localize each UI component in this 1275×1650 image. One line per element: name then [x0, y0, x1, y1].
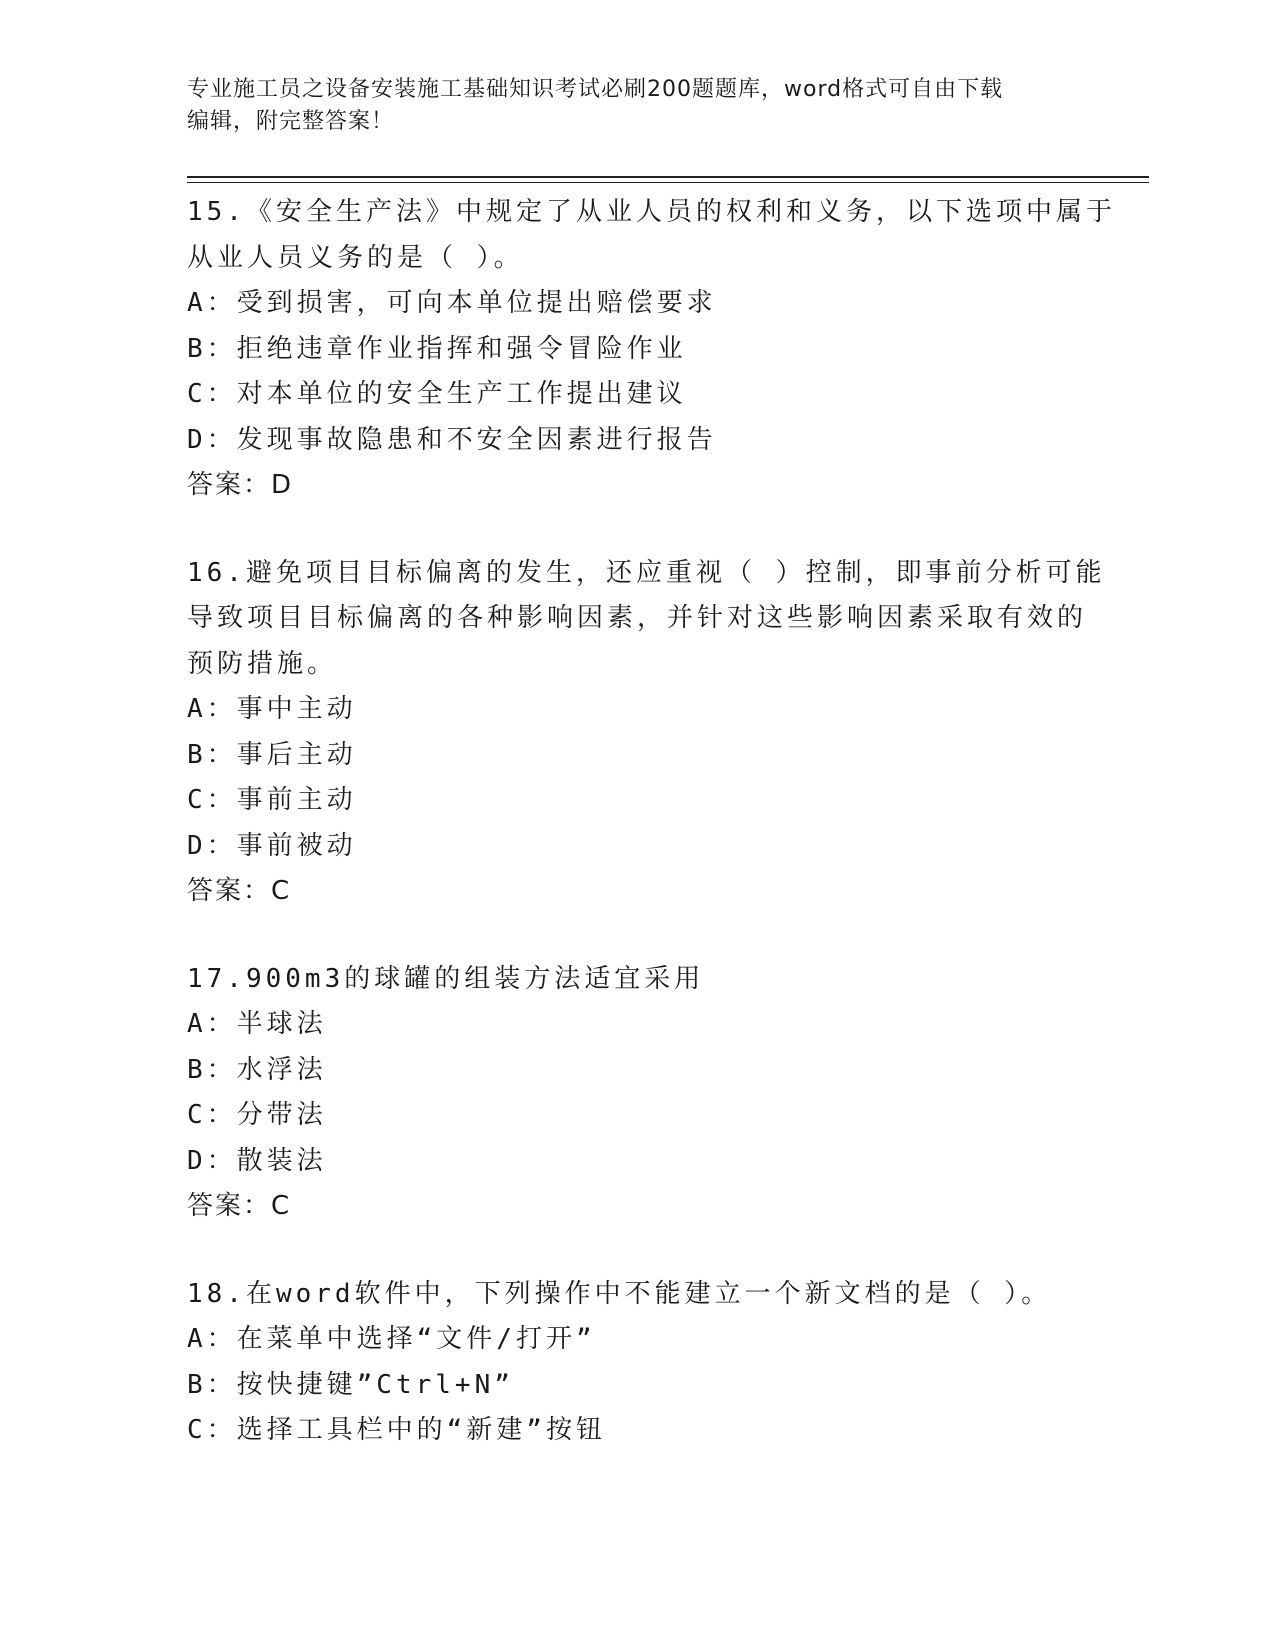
question-list — [187, 190, 1116, 1496]
question-17 — [187, 957, 1087, 1230]
option-d: D：散装法 — [187, 1145, 327, 1176]
option-c: C：事前主动 — [187, 785, 357, 815]
option-b: B：拒绝违章作业指挥和强令冒险作业 — [187, 333, 687, 364]
option-c: C：选择工具栏中的“新建”按钮 — [187, 1415, 606, 1445]
answer-line: 答案：C — [187, 1191, 292, 1221]
header-line-2: 编辑，附完整答案！ — [187, 109, 395, 134]
option-a: A：在菜单中选择“文件/打开” — [187, 1324, 596, 1354]
option-b: B：水浮法 — [187, 1054, 327, 1085]
answer-line: 答案：C — [187, 876, 292, 906]
question-stem-line: 导致项目目标偏离的各种影响因素，并针对这些影响因素采取有效的 — [187, 603, 1088, 633]
question-stem-line: 从业人员义务的是（ ）。 — [187, 242, 524, 273]
question-stem-line: 17.900m3的球罐的组装方法适宜采用 — [187, 963, 705, 994]
option-d: D：发现事故隐患和不安全因素进行报告 — [187, 424, 717, 455]
answer-line: 答案：D — [187, 470, 294, 500]
question-15 — [187, 190, 1116, 509]
header-divider-thick — [187, 176, 1149, 178]
document-header — [187, 74, 1067, 138]
question-stem-line: 16.避免项目目标偏离的发生，还应重视（ ）控制，即事前分析可能 — [187, 557, 1106, 588]
question-18 — [187, 1272, 1087, 1454]
option-c: C：分带法 — [187, 1100, 327, 1130]
option-b: B：事后主动 — [187, 739, 357, 770]
header-divider-thin — [187, 182, 1149, 183]
option-c: C：对本单位的安全生产工作提出建议 — [187, 379, 687, 409]
question-16 — [187, 551, 1106, 915]
option-a: A：半球法 — [187, 1009, 327, 1039]
question-stem-line: 预防措施。 — [187, 648, 338, 679]
header-line-1: 专业施工员之设备安装施工基础知识考试必刷200题题库，word格式可自由下载 — [187, 77, 1004, 102]
option-a: A：事中主动 — [187, 694, 357, 724]
question-stem-line: 18.在word软件中，下列操作中不能建立一个新文档的是（ ）。 — [187, 1278, 1052, 1309]
option-d: D：事前被动 — [187, 830, 357, 861]
option-a: A：受到损害，可向本单位提出赔偿要求 — [187, 288, 717, 318]
option-b: B：按快捷键”Ctrl+N” — [187, 1369, 514, 1400]
question-stem-line: 15.《安全生产法》中规定了从业人员的权利和义务，以下选项中属于 — [187, 197, 1116, 227]
